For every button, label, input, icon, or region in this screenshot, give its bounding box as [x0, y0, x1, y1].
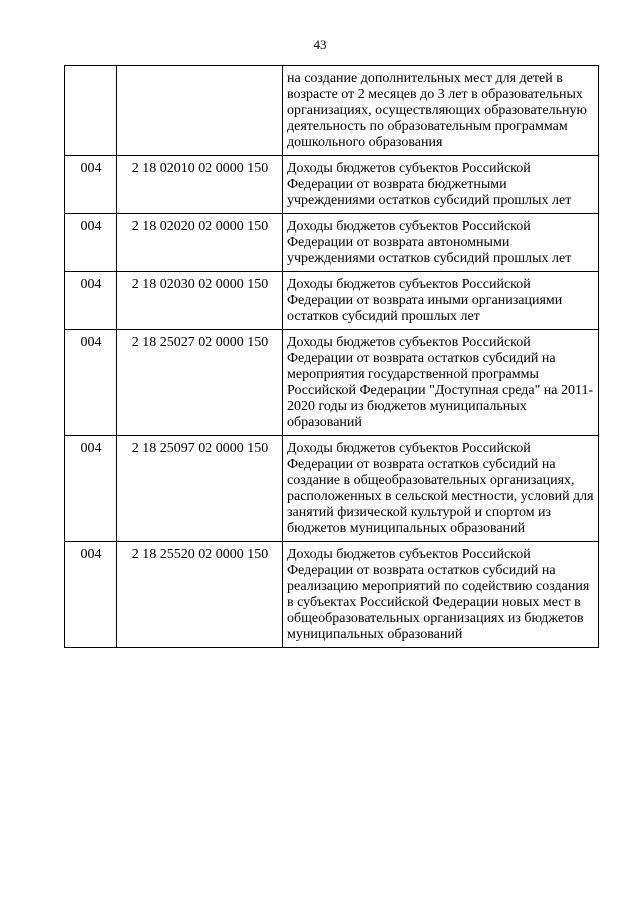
admin-code-cell: 004 — [65, 542, 117, 648]
revenue-name-cell: Доходы бюджетов субъектов Российской Федерации от возврата остатков субсидий на мероприятия государственной программы Российской Федерации "Доступная среда" на 2011-2020 годы из бюджетов муниципальных образований — [283, 330, 599, 436]
revenue-name-cell: Доходы бюджетов субъектов Российской Федерации от возврата иными организациями остатков субсидий прошлых лет — [283, 272, 599, 330]
revenue-name-cell: на создание дополнительных мест для детей в возрасте от 2 месяцев до 3 лет в образовательных организациях, осуществляющих образовательную деятельность по образовательным программам дошкольного образования — [283, 66, 599, 156]
table-row — [65, 214, 599, 272]
admin-code-cell: 004 — [65, 156, 117, 214]
budget-code-cell: 2 18 25027 02 0000 150 — [117, 330, 283, 436]
budget-code-cell: 2 18 02030 02 0000 150 — [117, 272, 283, 330]
table-row — [65, 272, 599, 330]
budget-code-cell: 2 18 02010 02 0000 150 — [117, 156, 283, 214]
table-row — [65, 66, 599, 156]
table-row — [65, 156, 599, 214]
budget-code-cell — [117, 66, 283, 156]
revenue-name-cell: Доходы бюджетов субъектов Российской Федерации от возврата автономными учреждениями остатков субсидий прошлых лет — [283, 214, 599, 272]
table-row — [65, 542, 599, 648]
admin-code-cell — [65, 66, 117, 156]
budget-code-cell: 2 18 25520 02 0000 150 — [117, 542, 283, 648]
revenue-name-cell: Доходы бюджетов субъектов Российской Федерации от возврата бюджетными учреждениями остатков субсидий прошлых лет — [283, 156, 599, 214]
table-row — [65, 330, 599, 436]
admin-code-cell: 004 — [65, 436, 117, 542]
revenue-name-cell: Доходы бюджетов субъектов Российской Федерации от возврата остатков субсидий на создание в общеобразовательных организациях, расположенных в сельской местности, условий для занятий физической культурой и спортом из бюджетов муниципальных образований — [283, 436, 599, 542]
budget-code-cell: 2 18 25097 02 0000 150 — [117, 436, 283, 542]
admin-code-cell: 004 — [65, 272, 117, 330]
admin-code-cell: 004 — [65, 330, 117, 436]
table-row — [65, 436, 599, 542]
revenue-name-cell: Доходы бюджетов субъектов Российской Федерации от возврата остатков субсидий на реализацию мероприятий по содействию создания в субъектах Российской Федерации новых мест в общеобразовательных организациях из бюджетов муниципальных образований — [283, 542, 599, 648]
page-number: 43 — [313, 37, 327, 52]
budget-classification-table — [64, 65, 599, 648]
budget-code-cell: 2 18 02020 02 0000 150 — [117, 214, 283, 272]
admin-code-cell: 004 — [65, 214, 117, 272]
